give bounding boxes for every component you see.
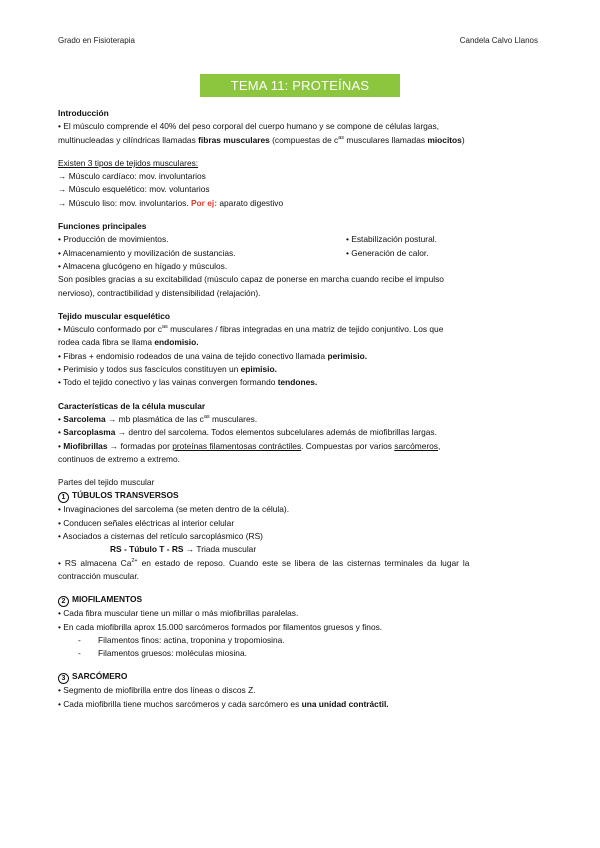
text: • RS almacena Ca (58, 557, 132, 568)
text: musculares / fibras integradas en una matriz de tejido conjuntivo. Los que (167, 324, 444, 335)
text: → Triada muscular (183, 544, 257, 555)
types-item-cardiac: → Músculo cardíaco: mov. involuntarios (58, 171, 206, 182)
intro-line-1: • El músculo comprende el 40% del peso corporal del cuerpo humano y se compone de células largas, (58, 121, 439, 132)
subsection-heading-sarcomero (58, 670, 546, 684)
functions-row-1 (58, 233, 546, 246)
calcium-line-2: contracción muscular. (58, 570, 139, 581)
subsection-heading-tubulos (58, 489, 546, 503)
text: multinucleadas y cilíndricas llamadas (58, 134, 199, 145)
intro-line-2 (58, 134, 546, 147)
section-heading-intro: Introducción (58, 108, 109, 118)
bold-text: perimisio. (327, 350, 368, 361)
types-item-smooth (58, 197, 546, 210)
dash-item (58, 634, 546, 647)
section-heading-parts: Partes del tejido muscular (58, 477, 155, 488)
text: en estado de reposo. Cuando este se libera de las cisternas terminales da lugar la (137, 557, 470, 568)
text: → mb plasmática de las c (105, 413, 204, 424)
section-heading-functions: Funciones principales (58, 221, 147, 232)
circled-number: 3 (58, 673, 69, 684)
subsection-heading-miofilamentos (58, 593, 546, 607)
list-item: • En cada miofibrilla aprox 15.000 sarcómeros formados por filamentos gruesos y finos. (58, 621, 383, 632)
highlight-text: Por ej: (190, 197, 218, 208)
bold-text: tendones. (277, 377, 318, 388)
underlined-text: proteínas filamentosas contráctiles (172, 440, 302, 451)
document-body (58, 107, 546, 711)
bold-text: epimisio. (240, 364, 277, 375)
underlined-text: sarcómeros (394, 440, 438, 451)
text: (compuestas de c (269, 134, 339, 145)
bold-text: fibras musculares (198, 134, 270, 145)
function-item: • Generación de calor. (346, 247, 429, 258)
text: musculares llamadas (344, 134, 428, 145)
function-item: • Almacenamiento y movilización de sustancias. (58, 247, 236, 258)
bold-text: Miofibrillas (63, 440, 108, 451)
text: , (438, 440, 441, 451)
functions-paragraph-1: Son posibles gracias a su excitabilidad (músculo capaz de ponerse en marcha cuando recibe el impulso (58, 274, 444, 285)
dash-marker: - (78, 648, 81, 659)
cell-line-miofibrillas: • Miofibrillas → formadas por proteínas filamentosas contráctiles. Compuestas por varios sarcómeros, (58, 440, 441, 451)
function-item: • Producción de movimientos. (58, 234, 169, 245)
function-item: • Almacena glucógeno en hígado y músculos. (58, 260, 228, 271)
bold-text: una unidad contráctil. (301, 698, 389, 709)
list-item (58, 698, 546, 711)
text: • Músculo conformado por c (58, 324, 162, 335)
dash-marker: - (78, 634, 81, 645)
types-heading: Existen 3 tipos de tejidos musculares: (58, 157, 199, 168)
text: → Músculo liso: mov. involuntarios. (58, 197, 191, 208)
function-item: • Estabilización postural. (346, 234, 437, 245)
text: musculares. (209, 413, 258, 424)
text: → dentro del sarcolema. Todos elementos subcelulares además de miofibrillas largas. (115, 427, 437, 438)
text: Filamentos gruesos: moléculas miosina. (98, 648, 247, 659)
dash-item (58, 647, 546, 660)
text: aparato digestivo (217, 197, 284, 208)
text: • Cada miofibrilla tiene muchos sarcómeros y cada sarcómero es (58, 698, 302, 709)
tissue-line-4 (58, 363, 546, 376)
subsection-title: SARCÓMERO (72, 671, 128, 682)
header-course: Grado en Fisioterapia (58, 36, 135, 45)
bold-text: Sarcolema (63, 413, 106, 424)
superscript: as (161, 324, 168, 331)
header-author: Candela Calvo Llanos (459, 36, 538, 45)
text: ) (461, 134, 465, 145)
list-item: • Cada fibra muscular tiene un millar o más miofibrillas paralelas. (58, 608, 299, 619)
triad-line (58, 543, 546, 556)
cell-line-sarcolema: • Sarcolema → mb plasmática de las $c^{as}$ musculares. (58, 413, 258, 424)
text: rodea cada fibra se llama (58, 337, 155, 348)
list-item: • Invaginaciones del sarcolema (se meten dentro de la célula). (58, 504, 290, 515)
circled-number: 1 (58, 492, 69, 503)
section-heading-cell: Características de la célula muscular (58, 400, 206, 411)
text: Filamentos finos: actina, troponina y tropomiosina. (98, 634, 285, 645)
text: • Fibras + endomisio rodeados de una vaina de tejido conectivo llamada (58, 350, 328, 361)
bold-text: RS - Túbulo T - RS (110, 544, 184, 555)
list-item: • Segmento de miofibrilla entre dos líneas o discos Z. (58, 685, 256, 696)
tissue-line-3 (58, 350, 546, 363)
cell-line-sarcoplasma: • Sarcoplasma → dentro del sarcolema. Todos elementos subcelulares además de miofibrillas largas. (58, 427, 437, 438)
subsection-title: MIOFILAMENTOS (72, 594, 143, 605)
tissue-line-5 (58, 376, 546, 389)
text: → formadas por (107, 440, 173, 451)
text: • Todo el tejido conectivo y las vainas convergen formando (58, 377, 278, 388)
bold-text: Sarcoplasma (63, 427, 116, 438)
functions-row-2 (58, 247, 546, 260)
text: • Perimisio y todos sus fascículos constituyen un (58, 364, 241, 375)
calcium-line-1 (58, 557, 546, 570)
section-heading-tissue: Tejido muscular esquelético (58, 310, 171, 321)
tissue-line-1 (58, 323, 546, 336)
superscript: as (203, 413, 210, 420)
text: . Compuestas por varios (301, 440, 395, 451)
cell-line-continuation: continuos de extremo a extremo. (58, 453, 180, 464)
title-banner: TEMA 11: PROTEÍNAS MUSCULARES (200, 74, 400, 97)
tissue-line-2 (58, 336, 546, 349)
list-item: • Asociados a cisternas del retículo sarcoplásmico (RS) (58, 531, 263, 542)
subsection-title: TÚBULOS TRANSVERSOS (72, 490, 179, 501)
superscript: as (338, 134, 345, 141)
functions-paragraph-2: nervioso), contractibilidad y distensibilidad (relajación). (58, 287, 261, 298)
bold-text: miocitos (427, 134, 462, 145)
list-item: • Conducen señales eléctricas al interior celular (58, 517, 235, 528)
superscript: 2+ (131, 557, 138, 564)
bold-text: endomisio. (154, 337, 199, 348)
circled-number: 2 (58, 596, 69, 607)
types-item-skeletal: → Músculo esquelético: mov. voluntarios (58, 184, 210, 195)
